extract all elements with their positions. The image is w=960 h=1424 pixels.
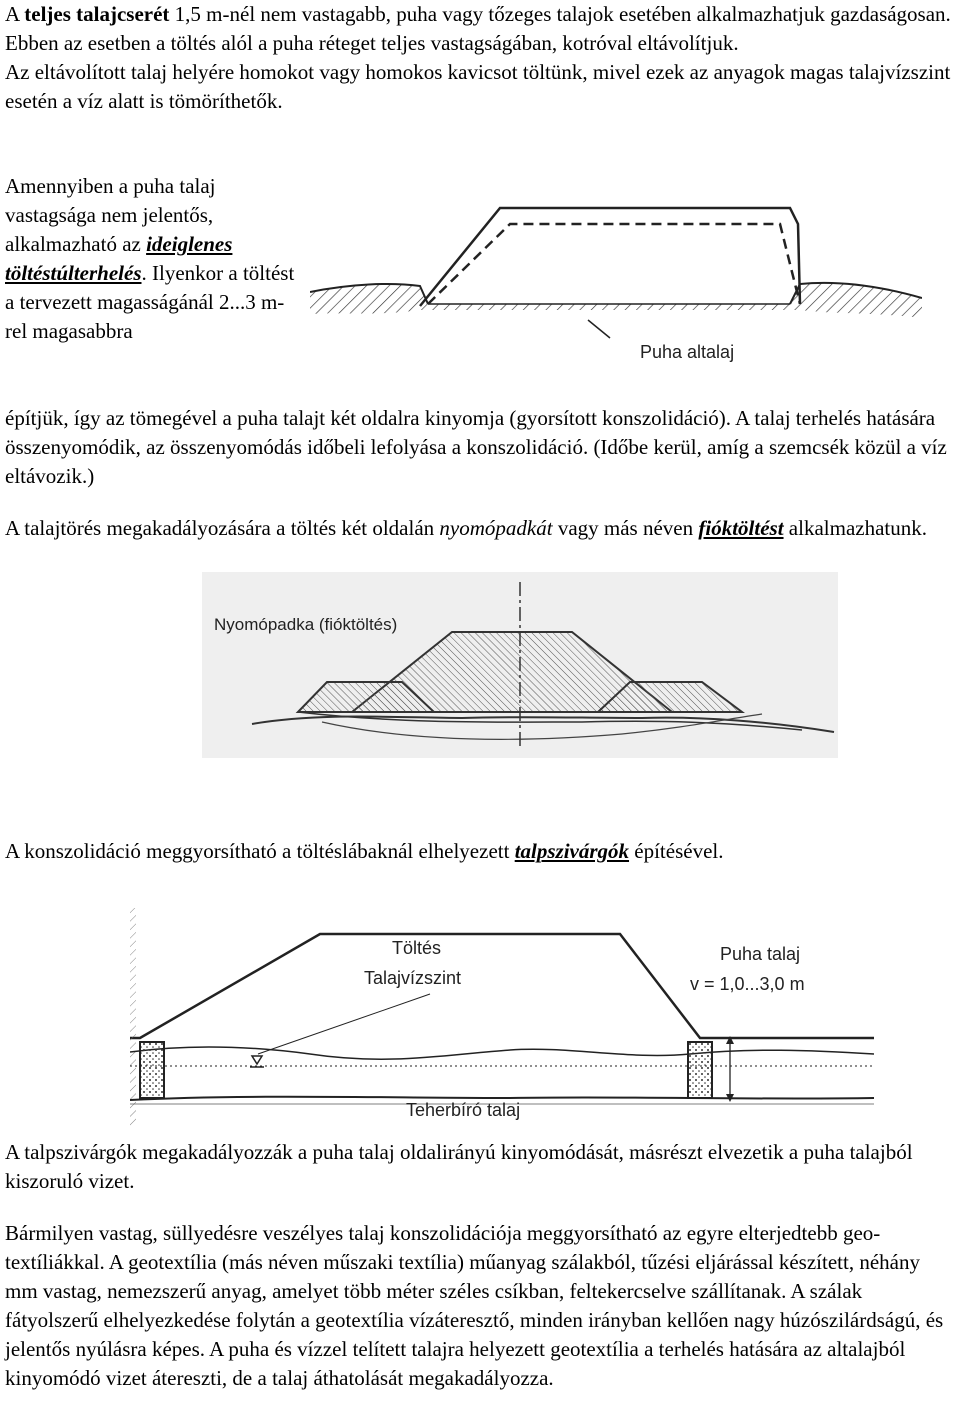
term-toe-drains: talpszivárgók [514, 839, 630, 863]
figure-label-bearing-soil: Teherbíró talaj [406, 1100, 521, 1120]
paragraph-berm [5, 514, 955, 543]
figure-label-water-table: Talajvízszint [364, 968, 462, 988]
term-sub-embankment: fióktöltést [698, 516, 784, 540]
paragraph-overloading-intro [5, 172, 305, 346]
figure-label-thickness: v = 1,0...3,0 m [690, 974, 805, 994]
text: A talpszivárgók megakadályozzák a puha talaj oldalirányú kinyomódását, másrészt elvezetik a puha talajból kiszoruló vizet. [5, 1140, 913, 1193]
text: 1,5 m-nél nem vastagabb, puha vagy tőzeges talajok esetében alkalmazhatjuk gazdaságosan. Ebben az esetben a töltés alól a puha réteget teljes vastagságában, kotróval eltávolítjuk. [5, 2, 951, 55]
term-berm: nyomópadkát [439, 516, 553, 540]
figure-pressure-berm [202, 572, 838, 758]
text: alkalmazhatunk. [783, 516, 927, 540]
paragraph-overloading-continued [5, 404, 955, 491]
figure-overload-embankment [310, 172, 922, 372]
term-temporary: ideiglenes [146, 232, 233, 256]
figure-label-soft-subsoil: Puha altalaj [640, 342, 735, 362]
text: A konszolidáció meggyorsítható a töltéslábaknál elhelyezett [5, 839, 515, 863]
text: A talajtörés megakadályozására a töltés két oldalán [5, 516, 440, 540]
figure-label-berm: Nyomópadka (fióktöltés) [214, 615, 398, 634]
paragraph-geotextile [5, 1219, 955, 1393]
paragraph-drains-effect [5, 1138, 955, 1196]
text: A [5, 2, 25, 26]
text: Az eltávolított talaj helyére homokot vagy homokos kavicsot töltünk, mivel ezek az anyagok magas talajvízszint esetén a víz alatt is tömöríthetők. [5, 60, 951, 113]
text: Amennyiben a puha talaj vastagsága nem jelentős, alkalmazható az [5, 174, 216, 256]
figure-label-fill: Töltés [392, 938, 442, 958]
term-full-soil-replacement: teljes talajcserét [24, 2, 170, 26]
text: vagy más néven [552, 516, 699, 540]
text: építésével. [629, 839, 724, 863]
term-overloading: töltéstúlterhelés [5, 261, 142, 285]
figure-label-soft-soil: Puha talaj [720, 944, 801, 964]
text: Bármilyen vastag, süllyedésre veszélyes talaj konszolidációja meggyorsítható az egyre elterjedtebb geo-textíliákkal. A geotextília (más néven műszaki textília) műanyag szálakból, tűzési eljárással készített, néhány mm vastag, nemezszerű anyag, amelyet több méter széles csíkban, feltekercselve szállítanak. A szálak fátyolszerű elhelyezkedése folytán a geotextília vízáteresztő, minden irányban kellően nagy húzószilárdságú, és jelentős nyúlásra képes. A puha és vízzel telített talajra helyezett geotextília a terhelés hatására az altalajból kinyomódó vizet átereszti, de a talaj áthatolását megakadályozza. [5, 1221, 944, 1390]
text: építjük, így az tömegével a puha talajt két oldalra kinyomja (gyorsított konszolidáció). A talaj terhelés hatására összenyomódik, az összenyomódás időbeli lefolyása a konszolidáció. (Időbe kerül, amíg a szemcsék közül a víz eltávozik.) [5, 406, 947, 488]
paragraph-drains [5, 837, 955, 866]
text: . Ilyenkor a töltést a tervezett magasságánál 2...3 m-rel magasabbra [5, 261, 295, 343]
paragraph-soil-replacement [5, 0, 955, 116]
figure-toe-drains [130, 904, 874, 1126]
